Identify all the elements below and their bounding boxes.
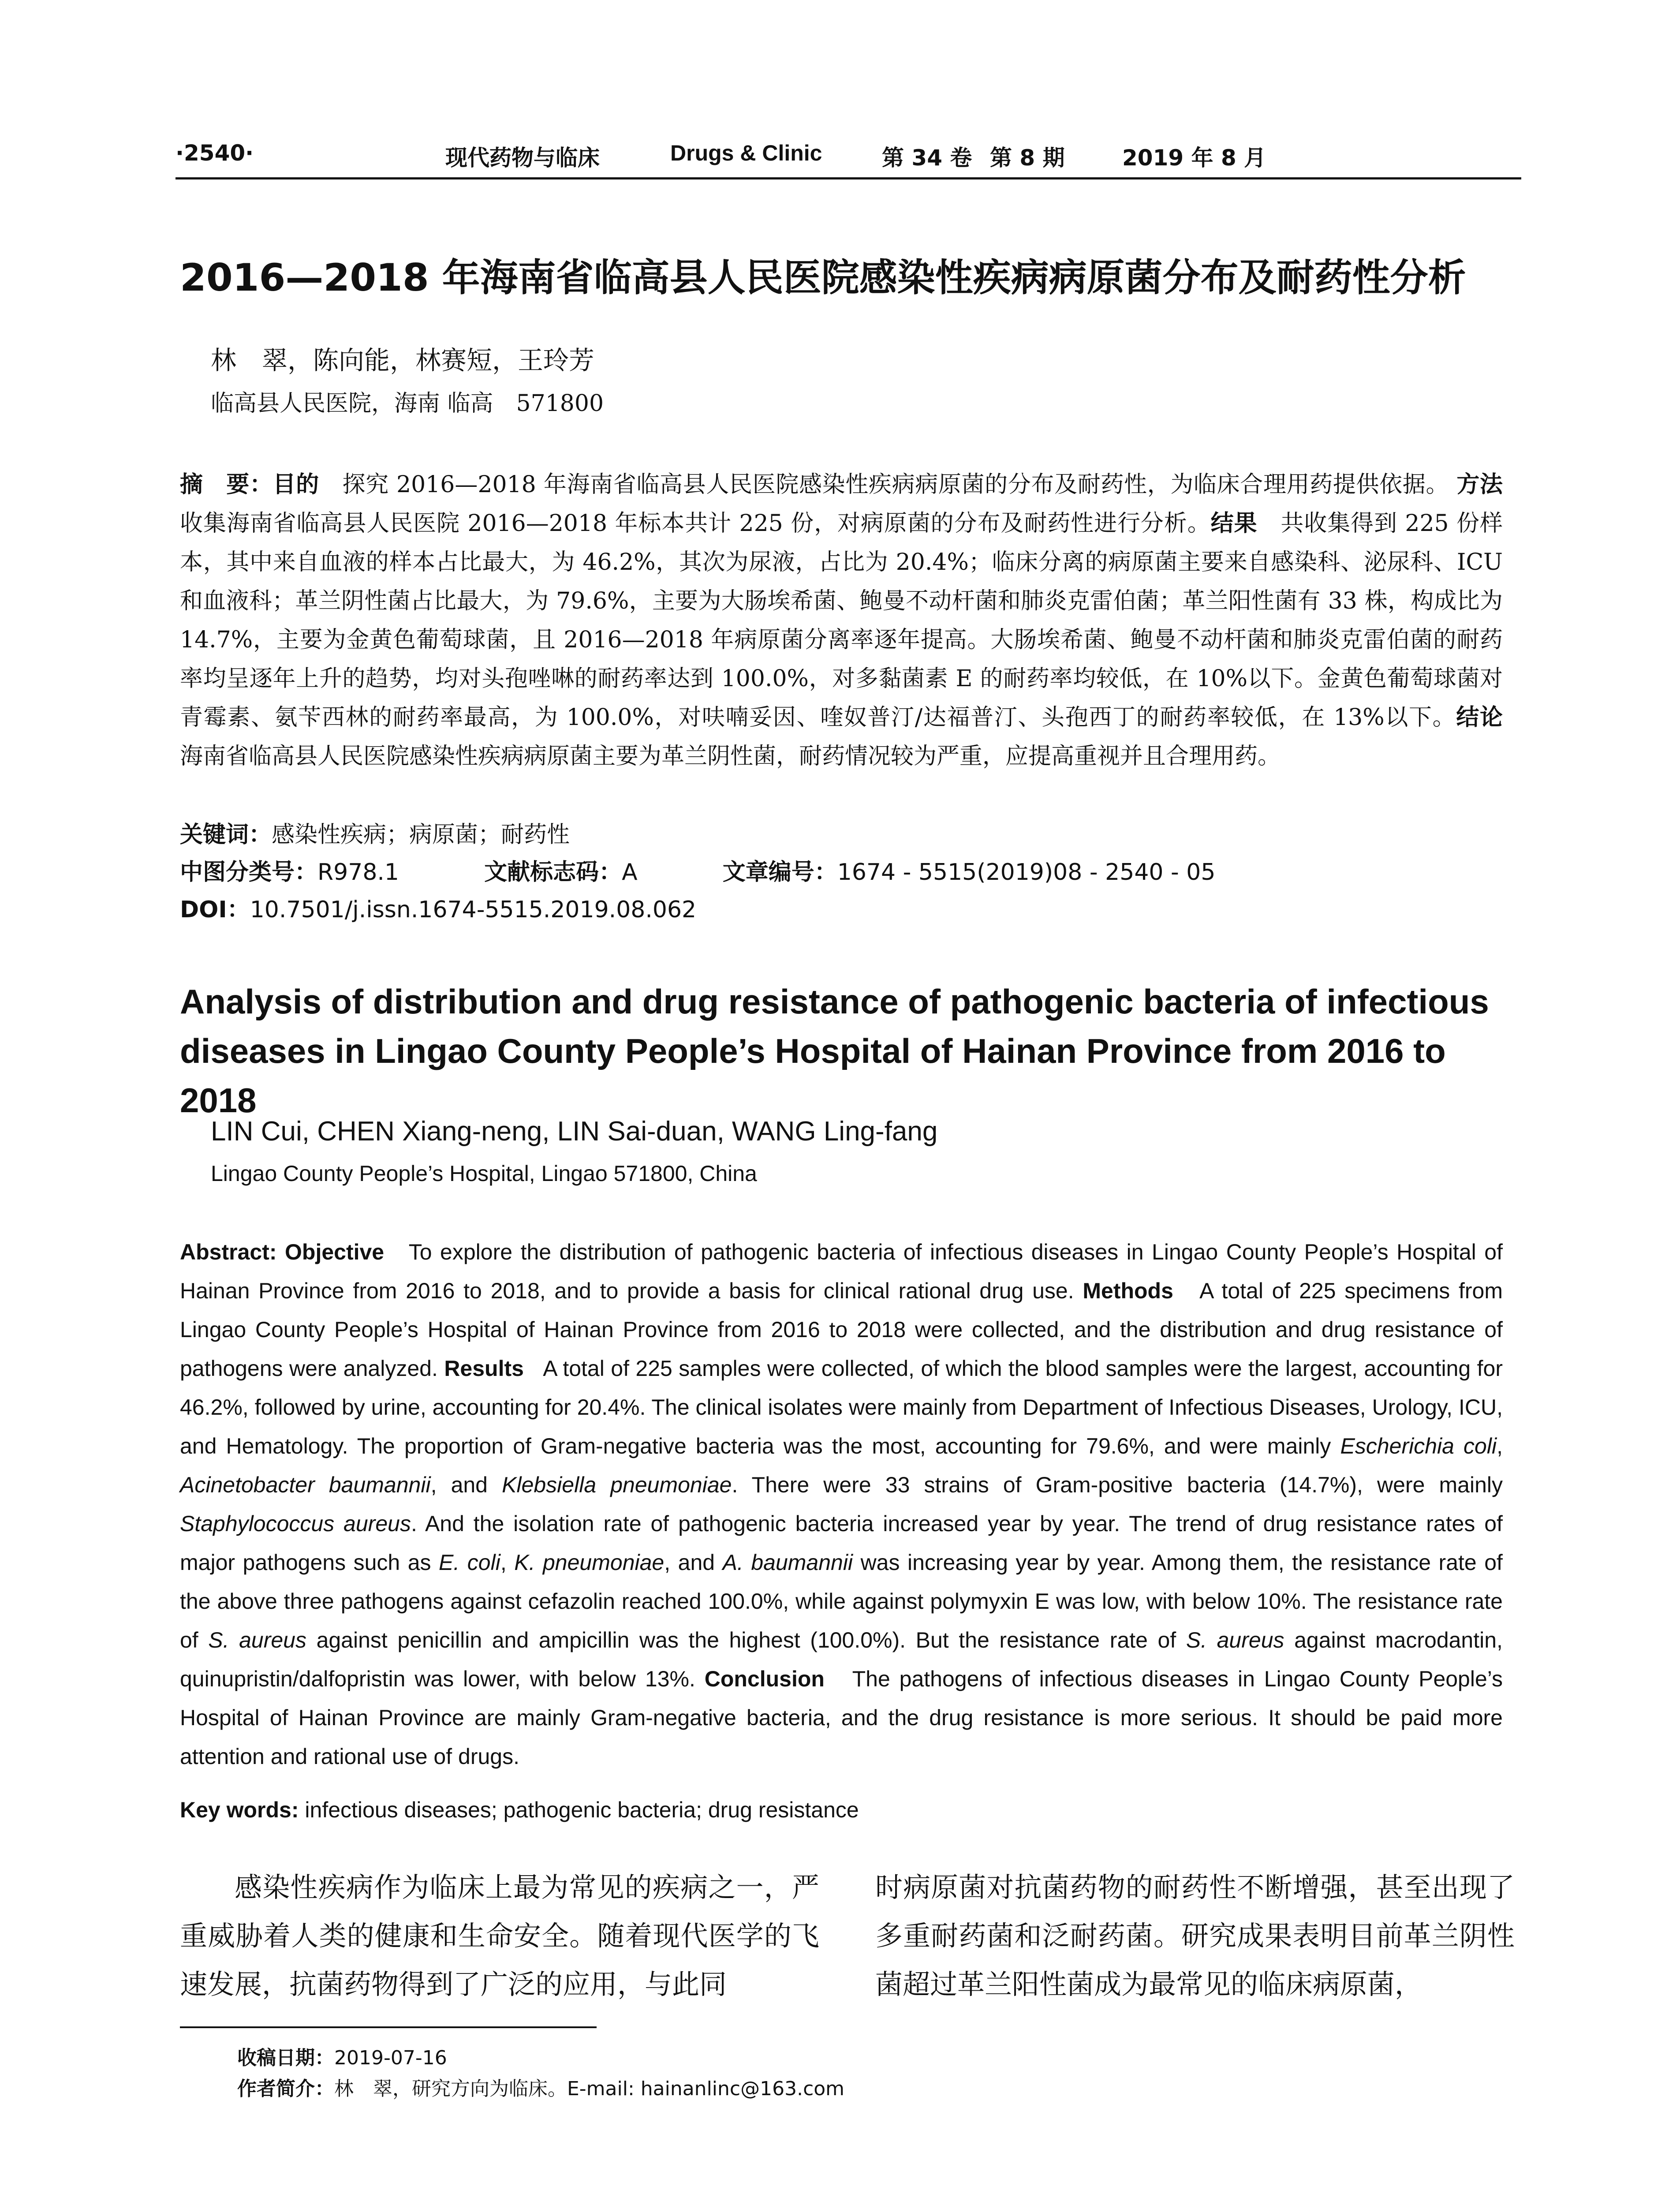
keywords-cn-label: 关键词： [180, 822, 272, 848]
issue: 第 8 期 [990, 145, 1065, 171]
results-cn: 共收集得到 225 份样本，其中来自血液的样本占比最大，为 46.2%，其次为尿液，占比为 20.4%；临床分离的病原菌主要来自感染科、泌尿科、ICU 和血液科；革兰阴性菌占比最大，为 79.6%，主要为大肠埃希菌、鲍曼不动杆菌和肺炎克雷伯菌；革兰阳性菌有 33 株，构成比为 14.7%，主要为金黄色葡萄球菌，且 2016—2018 年病原菌分离率逐年提高。大肠埃希菌、鲍曼不动杆菌和肺炎克雷伯菌的耐药率均呈逐年上升的趋势，均对头孢唑啉的耐药率达到 100.0%，对多黏菌素 E 的耐药率均较低，在 10%以下。金黄色葡萄球菌对青霉素、氨苄西林的耐药率最高，为 100.0%，对呋喃妥因、喹奴普汀/达福普汀、头孢西丁的耐药率较低，在 13%以下。 [180, 510, 1503, 731]
results-label-en: Results [444, 1356, 524, 1381]
species-kpneumoniae-short: K. pneumoniae [514, 1550, 665, 1575]
abstract-cn [180, 465, 1503, 776]
received-label: 收稿日期： [237, 2047, 334, 2069]
doi-line [180, 891, 696, 924]
methods-label-cn: 方法 [1456, 471, 1503, 498]
abstract-en-label: Abstract: [180, 1240, 277, 1264]
clc-value: R978.1 [317, 859, 399, 886]
issue-date: 2019 年 8 月 [1122, 145, 1266, 171]
footnote-author [237, 2073, 844, 2101]
conclusion-label-cn: 结论 [1456, 704, 1503, 731]
conclusion-label-en: Conclusion [704, 1667, 825, 1691]
doc-code-value: A [622, 859, 638, 886]
keywords-en [180, 1797, 859, 1823]
methods-en: A total of 225 specimens from Lingao County People’s Hospital of Hainan Province from 2016 to 2018 were collected, and the distribution and drug resistance of pathogens were analyzed. [180, 1278, 1503, 1381]
species-saureus: Staphylococcus aureus [180, 1511, 411, 1536]
separator: , [500, 1550, 507, 1575]
affiliation-en: Lingao County People’s Hospital, Lingao 571800, China [211, 1161, 757, 1186]
results-label-cn: 结果 [1210, 510, 1258, 537]
species-abaumannii-short: A. baumannii [722, 1550, 853, 1575]
conclusion-cn: 海南省临高县人民医院感染性疾病病原菌主要为革兰阴性菌，耐药情况较为严重，应提高重视并且合理用药。 [180, 743, 1281, 770]
abstract-en [180, 1233, 1503, 1776]
separator: , and [430, 1472, 488, 1497]
abstract-cn-label: 摘 要： [180, 471, 273, 498]
separator: , and [664, 1550, 715, 1575]
keywords-cn [180, 816, 570, 849]
received-date: 2019-07-16 [334, 2047, 447, 2069]
keywords-en-text: infectious diseases; pathogenic bacteria; drug resistance [305, 1798, 859, 1822]
authors-en: LIN Cui, CHEN Xiang-neng, LIN Sai-duan, WANG Ling-fang [211, 1116, 938, 1147]
conclusion-en: The pathogens of infectious diseases in Lingao County People’s Hospital of Hainan Province are mainly Gram-negative bacteria, and the drug resistance is more serious. It should be paid more attention and rational use of drugs. [180, 1667, 1503, 1769]
objective-label-cn: 目的 [273, 471, 319, 498]
species-ecoli-short: E. coli [439, 1550, 500, 1575]
title-en: Analysis of distribution and drug resistance of pathogenic bacteria of infectious diseases in Lingao County People’s Hospital of Hainan Province from 2016 to 2018 [180, 982, 1489, 1120]
objective-en: To explore the distribution of pathogenic bacteria of infectious diseases in Lingao County People’s Hospital of Hainan Province from 2016 to 2018, and to provide a basis for clinical rational drug use. [180, 1240, 1503, 1303]
footnote-rule [180, 2026, 597, 2028]
footnote-received [237, 2042, 447, 2070]
body-column-left: 感染性疾病作为临床上最为常见的疾病之一，严重威胁着人类的健康和生命安全。随着现代医学的飞速发展，抗菌药物得到了广泛的应用，与此同 [180, 1871, 819, 2000]
authors-cn: 林 翠，陈向能，林赛短，王玲芳 [211, 345, 595, 375]
article-no-label: 文章编号： [722, 859, 837, 886]
doi-label: DOI： [180, 897, 250, 923]
results-en-5: against penicillin and ampicillin was the highest (100.0%). But the resistance rate of [316, 1628, 1176, 1652]
author-info: 林 翠，研究方向为临床。E-mail: hainanlinc@163.com [334, 2078, 845, 2100]
author-info-label: 作者简介： [237, 2078, 334, 2100]
clc-label: 中图分类号： [180, 859, 318, 886]
results-en-6: against macrodantin, quinupristin/dalfopristin was lower, with below 13%. [180, 1628, 1503, 1691]
keywords-en-label: Key words: [180, 1798, 299, 1822]
separator: , [1497, 1434, 1503, 1458]
methods-label-en: Methods [1083, 1278, 1173, 1303]
results-en-1: A total of 225 samples were collected, of which the blood samples were the largest, accounting for 46.2%, followed by urine, accounting for 20.4%. The clinical isolates were mainly from Department of Infectious Diseases, Urology, ICU, and Hematology. The proportion of Gram-negative bacteria was the most, accounting for 79.6%, and were mainly [180, 1356, 1503, 1458]
doc-code-label: 文献标志码： [484, 859, 622, 886]
journal-name-en: Drugs & Clinic [670, 141, 822, 165]
title-cn: 2016—2018 年海南省临高县人民医院感染性疾病病原菌分布及耐药性分析 [180, 256, 1466, 300]
results-en-2: . There were 33 strains of Gram-positive bacteria (14.7%), were mainly [732, 1472, 1503, 1497]
methods-cn: 收集海南省临高县人民医院 2016—2018 年标本共计 225 份，对病原菌的分布及耐药性进行分析。 [180, 510, 1211, 537]
journal-name-cn: 现代药物与临床 [445, 145, 600, 171]
article-no-value: 1674 - 5515(2019)08 - 2540 - 05 [837, 859, 1216, 886]
volume: 第 34 卷 [882, 145, 972, 171]
body-column-right: 时病原菌对抗菌药物的耐药性不断增强，甚至出现了多重耐药菌和泛耐药菌。研究成果表明目前革兰阴性菌超过革兰阳性菌成为最常见的临床病原菌， [875, 1871, 1515, 2000]
results-en-3: . And the isolation rate of pathogenic bacteria increased year by year. The trend of drug resistance rates of major pathogens such as [180, 1511, 1503, 1575]
affiliation-cn: 临高县人民医院，海南 临高 571800 [211, 390, 604, 417]
species-abaumannii: Acinetobacter baumannii [180, 1472, 431, 1497]
doi-value: 10.7501/j.issn.1674-5515.2019.08.062 [250, 897, 697, 923]
header-rule [175, 177, 1521, 179]
species-saureus-short: S. aureus [208, 1628, 306, 1652]
objective-label-en: Objective [285, 1240, 385, 1264]
species-ecoli: Escherichia coli [1340, 1434, 1497, 1458]
objective-cn: 探究 2016—2018 年海南省临高县人民医院感染性疾病病原菌的分布及耐药性，为临床合理用药提供依据。 [342, 471, 1449, 498]
page-number: ·2540· [175, 140, 254, 166]
species-kpneumoniae: Klebsiella pneumoniae [502, 1472, 732, 1497]
species-saureus-short-2: S. aureus [1186, 1628, 1284, 1652]
results-en-4: was increasing year by year. Among them, the resistance rate of the above three pathogens against cefazolin reached 100.0%, while against polymyxin E was low, with below 10%. The resistance rate of [180, 1550, 1503, 1652]
keywords-cn-text: 感染性疾病；病原菌；耐药性 [272, 822, 570, 848]
classification-line [180, 853, 1215, 886]
